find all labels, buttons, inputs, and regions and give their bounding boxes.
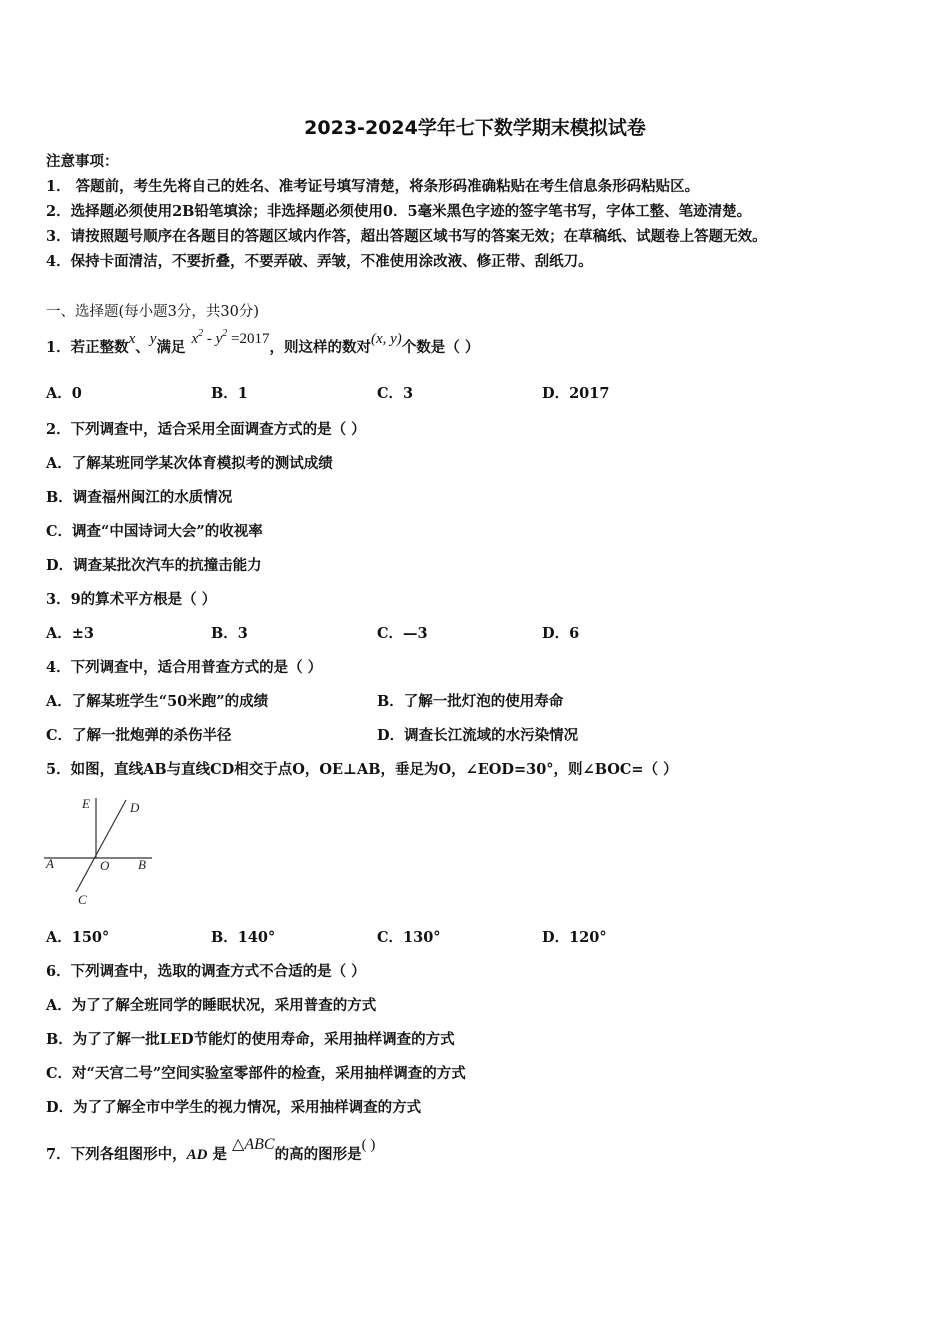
q7-paren: ( ) [361, 1137, 376, 1153]
q1-var-y: y [149, 331, 157, 347]
q2-option-a: A．了解某班同学某次体育模拟考的测试成绩 [46, 455, 333, 472]
q7-prefix: 7．下列各组图形中， [46, 1146, 187, 1163]
q1-eq-x: x [191, 331, 199, 347]
q7-triangle: △ABC [232, 1136, 275, 1153]
q2-option-d: D．调查某批次汽车的抗撞击能力 [46, 557, 262, 574]
question-4-stem: 4．下列调查中，适合用普查方式的是（ ） [46, 659, 323, 676]
q1-eq-rhs: =2017 [227, 331, 270, 347]
q1-sep: 、 [135, 339, 150, 356]
q7-suffix: 的高的图形是 [274, 1146, 362, 1163]
q1-option-c: C．3 [377, 385, 414, 402]
question-7-stem [46, 1136, 376, 1165]
q1-minus: - [203, 331, 216, 347]
line-cd [76, 800, 126, 892]
q3-option-a: A．±3 [46, 625, 94, 642]
q4-option-d: D．调查长江流域的水污染情况 [377, 727, 579, 744]
q1-mid: ，则这样的数对 [269, 339, 371, 356]
q5-option-d: D．120° [542, 929, 607, 946]
q1-equation [191, 328, 270, 347]
q3-option-d: D．6 [542, 625, 580, 642]
label-a: A [46, 856, 54, 871]
q7-ad: AD [186, 1147, 208, 1163]
q4-option-c: C．了解一批炮弹的杀伤半径 [46, 727, 232, 744]
q3-option-b: B．3 [211, 625, 248, 642]
q1-prefix: 1．若正整数 [46, 339, 129, 356]
q6-option-d: D．为了了解全市中学生的视力情况，采用抽样调查的方式 [46, 1099, 422, 1116]
q6-option-c: C．对“天宫二号”空间实验室零部件的检查，采用抽样调查的方式 [46, 1065, 466, 1082]
label-e: E [82, 796, 90, 811]
q4-option-a: A．了解某班学生“50米跑”的成绩 [46, 693, 269, 710]
notice-item-3: 3．请按照题号顺序在各题目的答题区域内作答，超出答题区域书写的答案无效；在草稿纸、试题卷上答题无效。 [46, 228, 767, 245]
q1-option-d: D．2017 [542, 385, 610, 402]
notice-item-4: 4．保持卡面清洁，不要折叠，不要弄破、弄皱，不准使用涂改液、修正带、刮纸刀。 [46, 253, 593, 270]
q1-satisfy: 满足 [156, 339, 186, 356]
q4-option-b: B．了解一批灯泡的使用寿命 [377, 693, 564, 710]
q1-option-a: A．0 [46, 385, 82, 402]
q7-is: 是 [207, 1146, 233, 1163]
section-heading: 一、选择题(每小题3分，共30分) [46, 304, 259, 320]
q3-option-c: C．—3 [377, 625, 428, 642]
notice-heading: 注意事项： [46, 153, 119, 170]
q2-option-b: B．调查福州闽江的水质情况 [46, 489, 233, 506]
q5-option-b: B．140° [211, 929, 276, 946]
q1-exp2: 2 [222, 328, 228, 339]
intersecting-lines-diagram [44, 796, 156, 908]
label-b: B [138, 857, 146, 872]
question-5-stem: 5．如图，直线AB与直线CD相交于点O，OE⊥AB，垂足为O，∠EOD=30°，则∠BOC=（ ） [46, 761, 678, 778]
label-o: O [100, 858, 110, 873]
question-3-stem: 3．9的算术平方根是（ ） [46, 591, 217, 608]
question-6-stem: 6．下列调查中，选取的调查方式不合适的是（ ） [46, 963, 366, 980]
notice-item-1: 1． 答题前，考生先将自己的姓名、准考证号填写清楚，将条形码准确粘贴在考生信息条形码粘贴区。 [46, 178, 700, 195]
page-title: 2023-2024学年七下数学期末模拟试卷 [304, 117, 646, 139]
q1-suffix: 个数是（ ） [401, 339, 480, 356]
q6-option-b: B．为了了解一批LED节能灯的使用寿命，采用抽样调查的方式 [46, 1031, 455, 1048]
q1-var-x: x [128, 331, 136, 347]
q5-option-a: A．150° [46, 929, 110, 946]
q2-option-c: C．调查“中国诗词大会”的收视率 [46, 523, 263, 540]
label-c: C [78, 892, 87, 907]
q6-option-a: A．为了了解全班同学的睡眠状况，采用普查的方式 [46, 997, 377, 1014]
question-2-stem: 2．下列调查中，适合采用全面调查方式的是（ ） [46, 421, 366, 438]
question-1-stem [46, 328, 480, 360]
notice-item-2: 2．选择题必须使用2B铅笔填涂；非选择题必须使用0．5毫米黑色字迹的签字笔书写，字体工整、笔迹清楚。 [46, 203, 752, 220]
label-d: D [130, 800, 140, 815]
q1-eq-y: y [215, 331, 223, 347]
q5-figure [44, 796, 156, 908]
q1-option-b: B．1 [211, 385, 248, 402]
q1-exp1: 2 [198, 328, 204, 339]
q1-pair: (x, y) [371, 331, 402, 347]
q5-option-c: C．130° [377, 929, 441, 946]
